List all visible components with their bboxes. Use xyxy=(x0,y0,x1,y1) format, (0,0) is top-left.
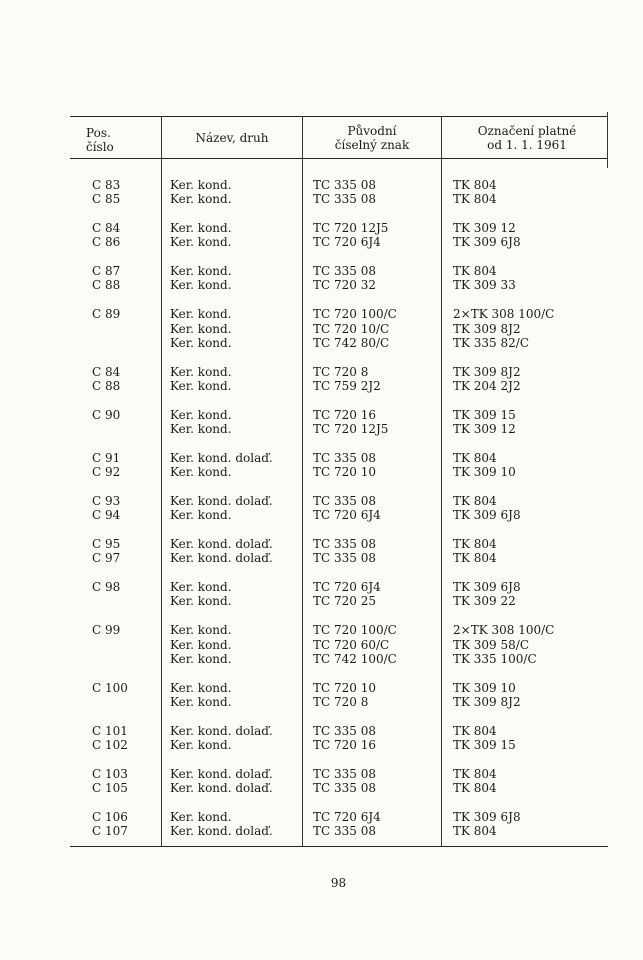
table-row xyxy=(0,178,643,192)
header-oznaceni-line1: Označení platné xyxy=(477,124,577,138)
cell-nazev: Ker. kond. dolaď. xyxy=(170,537,273,552)
cell-puvodni: TC 720 32 xyxy=(313,278,376,293)
cell-nazev: Ker. kond. xyxy=(170,680,232,695)
cell-nazev: Ker. kond. xyxy=(170,637,232,652)
row-group xyxy=(0,537,643,566)
table-row xyxy=(0,408,643,422)
header-oznaceni xyxy=(446,124,608,152)
cell-nazev: Ker. kond. xyxy=(170,278,232,293)
cell-oznaceni: TK 309 22 xyxy=(453,594,516,609)
cell-pos: C 84 xyxy=(92,364,121,379)
cell-puvodni: TC 335 08 xyxy=(313,781,376,796)
cell-pos: C 94 xyxy=(92,508,121,523)
cell-oznaceni: TK 309 12 xyxy=(453,221,516,236)
row-group xyxy=(0,494,643,523)
cell-puvodni: TC 720 6J4 xyxy=(313,508,381,523)
cell-nazev: Ker. kond. xyxy=(170,364,232,379)
cell-pos: C 84 xyxy=(92,221,121,236)
cell-puvodni: TC 335 08 xyxy=(313,551,376,566)
cell-pos: C 88 xyxy=(92,378,121,393)
cell-oznaceni: TK 804 xyxy=(453,450,497,465)
cell-oznaceni: TK 309 6J8 xyxy=(453,580,521,595)
header-pos-line2: číslo xyxy=(86,140,114,154)
table-row xyxy=(0,192,643,206)
cell-pos: C 87 xyxy=(92,264,121,279)
page-number: 98 xyxy=(330,876,347,890)
cell-nazev: Ker. kond. dolaď. xyxy=(170,493,273,508)
cell-oznaceni: TK 804 xyxy=(453,537,497,552)
table-row xyxy=(0,422,643,436)
header-puvodni-line1: Původní xyxy=(347,124,397,138)
cell-oznaceni: TK 309 12 xyxy=(453,422,516,437)
header-puvodni-line2: číselný znak xyxy=(334,138,410,152)
row-group xyxy=(0,221,643,250)
cell-pos: C 100 xyxy=(92,680,128,695)
cell-pos: C 106 xyxy=(92,809,128,824)
row-group xyxy=(0,307,643,350)
cell-pos: C 99 xyxy=(92,623,121,638)
cell-oznaceni: 2×TK 308 100/C xyxy=(453,623,555,638)
cell-nazev: Ker. kond. xyxy=(170,264,232,279)
table-row xyxy=(0,695,643,709)
cell-pos: C 105 xyxy=(92,781,128,796)
cell-pos: C 97 xyxy=(92,551,121,566)
table-row xyxy=(0,551,643,565)
cell-oznaceni: TK 804 xyxy=(453,723,497,738)
cell-pos: C 90 xyxy=(92,407,121,422)
table-row xyxy=(0,235,643,249)
cell-nazev: Ker. kond. xyxy=(170,594,232,609)
cell-puvodni: TC 720 10 xyxy=(313,680,376,695)
table-row xyxy=(0,738,643,752)
cell-nazev: Ker. kond. xyxy=(170,307,232,322)
table-row xyxy=(0,278,643,292)
cell-oznaceni: TK 804 xyxy=(453,264,497,279)
row-group xyxy=(0,681,643,710)
cell-oznaceni: TK 804 xyxy=(453,192,497,207)
cell-pos: C 88 xyxy=(92,278,121,293)
table-row xyxy=(0,781,643,795)
cell-nazev: Ker. kond. dolaď. xyxy=(170,824,273,839)
cell-oznaceni: TK 309 10 xyxy=(453,465,516,480)
cell-pos: C 98 xyxy=(92,580,121,595)
cell-oznaceni: 2×TK 308 100/C xyxy=(453,307,555,322)
cell-nazev: Ker. kond. xyxy=(170,508,232,523)
cell-oznaceni: TK 204 2J2 xyxy=(453,378,521,393)
cell-oznaceni: TK 309 6J8 xyxy=(453,235,521,250)
header-oznaceni-line2: od 1. 1. 1961 xyxy=(487,138,567,152)
cell-pos: C 92 xyxy=(92,465,121,480)
row-group xyxy=(0,264,643,293)
cell-nazev: Ker. kond. xyxy=(170,623,232,638)
cell-nazev: Ker. kond. xyxy=(170,235,232,250)
row-group xyxy=(0,623,643,666)
cell-puvodni: TC 335 08 xyxy=(313,766,376,781)
cell-nazev: Ker. kond. xyxy=(170,221,232,236)
cell-nazev: Ker. kond. xyxy=(170,192,232,207)
table-row xyxy=(0,824,643,838)
cell-puvodni: TC 335 08 xyxy=(313,537,376,552)
table-row xyxy=(0,623,643,637)
cell-puvodni: TC 720 10/C xyxy=(313,321,390,336)
cell-oznaceni: TK 309 8J2 xyxy=(453,694,521,709)
table-row xyxy=(0,379,643,393)
cell-puvodni: TC 335 08 xyxy=(313,178,376,192)
cell-puvodni: TC 742 100/C xyxy=(313,651,397,666)
cell-nazev: Ker. kond. xyxy=(170,335,232,350)
cell-puvodni: TC 335 08 xyxy=(313,192,376,207)
cell-puvodni: TC 720 12J5 xyxy=(313,422,389,437)
table-row xyxy=(0,322,643,336)
cell-oznaceni: TK 309 6J8 xyxy=(453,508,521,523)
row-group xyxy=(0,810,643,839)
row-group xyxy=(0,451,643,480)
table-row xyxy=(0,508,643,522)
row-group xyxy=(0,767,643,796)
cell-pos: C 103 xyxy=(92,766,128,781)
table-row xyxy=(0,681,643,695)
cell-puvodni: TC 335 08 xyxy=(313,264,376,279)
cell-nazev: Ker. kond. xyxy=(170,738,232,753)
table-body xyxy=(0,178,643,853)
cell-puvodni: TC 335 08 xyxy=(313,493,376,508)
cell-pos: C 89 xyxy=(92,307,121,322)
cell-oznaceni: TK 309 10 xyxy=(453,680,516,695)
cell-puvodni: TC 720 25 xyxy=(313,594,376,609)
cell-nazev: Ker. kond. xyxy=(170,178,232,192)
cell-pos: C 86 xyxy=(92,235,121,250)
cell-oznaceni: TK 309 15 xyxy=(453,407,516,422)
cell-oznaceni: TK 804 xyxy=(453,781,497,796)
cell-oznaceni: TK 335 82/C xyxy=(453,335,529,350)
cell-pos: C 85 xyxy=(92,192,121,207)
table-row xyxy=(0,580,643,594)
cell-pos: C 107 xyxy=(92,824,128,839)
row-group xyxy=(0,365,643,394)
row-group xyxy=(0,724,643,753)
header-pos-line1: Pos. xyxy=(86,126,111,140)
table-row xyxy=(0,307,643,321)
cell-oznaceni: TK 804 xyxy=(453,551,497,566)
cell-puvodni: TC 335 08 xyxy=(313,450,376,465)
header-pos xyxy=(86,126,114,154)
cell-pos: C 91 xyxy=(92,450,121,465)
cell-oznaceni: TK 309 15 xyxy=(453,738,516,753)
cell-pos: C 102 xyxy=(92,738,128,753)
cell-puvodni: TC 720 16 xyxy=(313,738,376,753)
cell-oznaceni: TK 309 8J2 xyxy=(453,364,521,379)
cell-nazev: Ker. kond. dolaď. xyxy=(170,723,273,738)
cell-oznaceni: TK 309 8J2 xyxy=(453,321,521,336)
row-group xyxy=(0,580,643,609)
table-header-rule xyxy=(70,158,608,159)
cell-puvodni: TC 720 10 xyxy=(313,465,376,480)
cell-nazev: Ker. kond. dolaď. xyxy=(170,450,273,465)
cell-pos: C 93 xyxy=(92,493,121,508)
cell-puvodni: TC 720 100/C xyxy=(313,307,397,322)
cell-nazev: Ker. kond. xyxy=(170,694,232,709)
cell-puvodni: TC 720 100/C xyxy=(313,623,397,638)
cell-puvodni: TC 335 08 xyxy=(313,723,376,738)
table-row xyxy=(0,494,643,508)
cell-nazev: Ker. kond. dolaď. xyxy=(170,781,273,796)
header-puvodni xyxy=(303,124,441,152)
cell-puvodni: TC 742 80/C xyxy=(313,335,390,350)
cell-oznaceni: TK 309 33 xyxy=(453,278,516,293)
row-group xyxy=(0,178,643,207)
cell-pos: C 95 xyxy=(92,537,121,552)
cell-pos: C 83 xyxy=(92,178,121,192)
cell-nazev: Ker. kond. xyxy=(170,651,232,666)
cell-puvodni: TC 720 60/C xyxy=(313,637,390,652)
cell-nazev: Ker. kond. xyxy=(170,809,232,824)
table-row xyxy=(0,465,643,479)
cell-nazev: Ker. kond. xyxy=(170,422,232,437)
table-row xyxy=(0,767,643,781)
cell-nazev: Ker. kond. xyxy=(170,465,232,480)
cell-oznaceni: TK 335 100/C xyxy=(453,651,537,666)
table-row xyxy=(0,594,643,608)
table-top-rule xyxy=(70,116,608,117)
cell-puvodni: TC 720 6J4 xyxy=(313,235,381,250)
cell-oznaceni: TK 804 xyxy=(453,824,497,839)
cell-nazev: Ker. kond. xyxy=(170,378,232,393)
cell-puvodni: TC 720 8 xyxy=(313,364,369,379)
table-row xyxy=(0,652,643,666)
cell-oznaceni: TK 804 xyxy=(453,766,497,781)
table-row xyxy=(0,810,643,824)
cell-oznaceni: TK 309 58/C xyxy=(453,637,529,652)
cell-nazev: Ker. kond. dolaď. xyxy=(170,766,273,781)
cell-puvodni: TC 720 12J5 xyxy=(313,221,389,236)
table-row xyxy=(0,724,643,738)
cell-nazev: Ker. kond. xyxy=(170,580,232,595)
table-row xyxy=(0,638,643,652)
table-row xyxy=(0,264,643,278)
cell-oznaceni: TK 309 6J8 xyxy=(453,809,521,824)
cell-oznaceni: TK 804 xyxy=(453,493,497,508)
cell-puvodni: TC 720 8 xyxy=(313,694,369,709)
cell-oznaceni: TK 804 xyxy=(453,178,497,192)
table-row xyxy=(0,537,643,551)
cell-puvodni: TC 720 16 xyxy=(313,407,376,422)
cell-pos: C 101 xyxy=(92,723,128,738)
cell-nazev: Ker. kond. dolaď. xyxy=(170,551,273,566)
cell-puvodni: TC 720 6J4 xyxy=(313,580,381,595)
table-row xyxy=(0,221,643,235)
header-nazev: Název, druh xyxy=(195,131,269,145)
table-row xyxy=(0,365,643,379)
cell-nazev: Ker. kond. xyxy=(170,407,232,422)
cell-puvodni: TC 759 2J2 xyxy=(313,378,381,393)
table-row xyxy=(0,451,643,465)
cell-puvodni: TC 335 08 xyxy=(313,824,376,839)
row-group xyxy=(0,408,643,437)
cell-nazev: Ker. kond. xyxy=(170,321,232,336)
table-row xyxy=(0,336,643,350)
cell-puvodni: TC 720 6J4 xyxy=(313,809,381,824)
